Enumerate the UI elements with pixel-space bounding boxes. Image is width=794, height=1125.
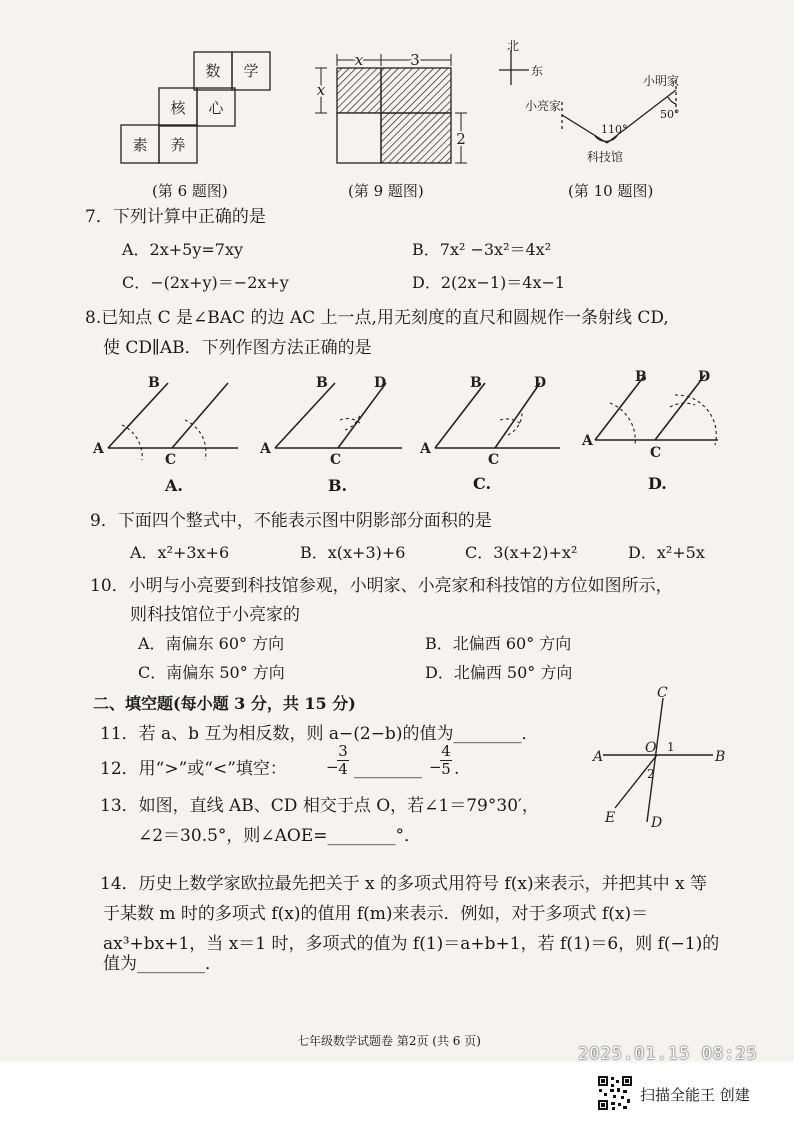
q12-frac2-den: 5 xyxy=(441,760,451,778)
fig8a-label-c: C xyxy=(165,452,177,465)
q9-option-b: B．x(x+3)+6 xyxy=(300,543,406,562)
q10-option-d: D．北偏西 50° 方向 xyxy=(425,663,573,682)
museum-label: 科技馆 xyxy=(587,150,624,164)
q12-prefix: 12．用“>”或“<”填空： xyxy=(100,759,287,779)
q9-option-c: C．3(x+2)+x² xyxy=(465,543,578,562)
q14-line3: ax³+bx+1，当 x＝1 时，多项式的值为 f(1)＝a+b+1，若 f(1)＝6，则 f(−1)的 xyxy=(103,934,720,954)
fig9-area-diagram xyxy=(305,48,475,170)
scanner-brand: 扫描全能王 创建 xyxy=(640,1086,750,1104)
q14-line4: 值为________． xyxy=(103,954,222,974)
q8-option-b: B. xyxy=(328,476,348,495)
point-e-label: E xyxy=(605,810,616,826)
q7-option-d: D．2(2x−1)＝4x−1 xyxy=(412,273,566,292)
shaded-rect-top xyxy=(381,68,451,113)
q9-stem: 9．下面四个整式中，不能表示图中阴影部分面积的是 xyxy=(90,511,492,531)
fig8a-label-a: A xyxy=(93,441,104,457)
q13-intersecting-lines-figure xyxy=(585,680,735,830)
q7-stem: 7．下列计算中正确的是 xyxy=(85,207,266,227)
q14-line1: 14．历史上数学家欧拉最先把关于 x 的多项式用符号 f(x)来表示，并把其中 x 等 xyxy=(100,874,707,894)
fig8d-label-a: A xyxy=(582,433,593,449)
shaded-square xyxy=(337,68,381,113)
q14-line2: 于某数 m 时的多项式 f(x)的值用 f(m)来表示．例如，对于多项式 f(x)＝ xyxy=(103,904,649,924)
fig8b-label-d: D xyxy=(374,375,387,391)
qr-code-icon[interactable] xyxy=(597,1075,633,1111)
angle-2-label: 2 xyxy=(647,767,655,781)
dim-2: 2 xyxy=(456,130,466,148)
xiaoming-label: 小明家 xyxy=(643,74,680,88)
net-char: 心 xyxy=(208,99,224,117)
east-label: 东 xyxy=(531,64,544,78)
fig9-caption: (第 9 题图) xyxy=(348,182,424,200)
net-char: 学 xyxy=(243,62,259,80)
line-cd xyxy=(647,698,663,822)
q9-option-a: A．x²+3x+6 xyxy=(130,543,230,562)
page-footer: 七年级数学试题卷 第2页 (共 6 页) xyxy=(297,1034,481,1048)
dim-3: 3 xyxy=(410,51,420,69)
q12-fraction-2: − 4 5 xyxy=(429,742,451,778)
fig8d-label-d: D xyxy=(698,369,711,385)
q8-line1: 8.已知点 C 是∠BAC 的边 AC 上一点,用无刻度的直尺和圆规作一条射线 CD, xyxy=(85,308,669,328)
scan-timestamp: 2025.01.15 08:25 xyxy=(578,1044,758,1064)
fig8b-label-c: C xyxy=(330,452,342,465)
q13-line2: ∠2＝30.5°，则∠AOE=________°． xyxy=(138,826,422,846)
fig8c-label-a: A xyxy=(420,441,431,457)
net-char: 养 xyxy=(170,136,186,154)
angle-110-label: 110° xyxy=(601,123,628,136)
fig8a-label-b: B xyxy=(148,375,160,391)
dim-x-top: x xyxy=(354,51,364,69)
q8-construction-figures xyxy=(90,365,740,465)
fig10-caption: (第 10 题图) xyxy=(568,182,654,200)
q10-option-a: A．南偏东 60° 方向 xyxy=(138,634,285,653)
xiaoliang-label: 小亮家 xyxy=(525,99,562,113)
fig6-caption: (第 6 题图) xyxy=(152,182,228,200)
q7-option-a: A．2x+5y=7xy xyxy=(122,240,244,259)
fig10-direction-map xyxy=(495,40,705,175)
point-d-label: D xyxy=(651,815,663,830)
q8-option-c: C. xyxy=(473,474,492,493)
point-o-label: O xyxy=(645,740,657,756)
net-char: 核 xyxy=(170,99,186,117)
net-char: 素 xyxy=(132,136,148,154)
q10-line2: 则科技馆位于小亮家的 xyxy=(130,605,300,625)
net-char: 数 xyxy=(205,62,221,80)
q10-line1: 10．小明与小亮要到科技馆参观，小明家、小亮家和科技馆的方位如图所示， xyxy=(90,576,673,596)
fig8b-label-b: B xyxy=(316,375,328,391)
q12-frac2-num: 4 xyxy=(441,742,451,760)
q12-fraction-1: − 3 4 xyxy=(326,742,348,778)
q7-option-c: C．−(2x+y)＝−2x+y xyxy=(122,273,289,292)
point-a-label: A xyxy=(593,749,604,765)
angle-50-label: 50° xyxy=(660,108,680,121)
q12-frac1-den: 4 xyxy=(338,760,348,778)
q13-line1: 13．如图，直线 AB、CD 相交于点 O，若∠1＝79°30′， xyxy=(100,796,539,816)
section-title: 二、填空题(每小题 3 分，共 15 分) xyxy=(93,694,356,713)
fig8c-label-d: D xyxy=(534,375,547,391)
q8-line2: 使 CD∥AB．下列作图方法正确的是 xyxy=(103,338,372,358)
q12-period: . xyxy=(454,759,460,779)
q12-frac1-num: 3 xyxy=(338,742,348,760)
q11-text: 11．若 a、b 互为相反数，则 a−(2−b)的值为________． xyxy=(100,724,539,744)
fig8c-label-b: B xyxy=(470,375,482,391)
fig8d-label-c: C xyxy=(650,445,662,461)
point-b-label: B xyxy=(715,749,726,765)
fig8d-label-b: B xyxy=(635,369,647,385)
fig6-cube-net xyxy=(115,50,275,168)
q7-option-b: B．7x² −3x²＝4x² xyxy=(412,240,552,259)
q12-blank: ________ xyxy=(354,759,422,779)
blank-rect xyxy=(337,113,381,163)
fig8b-label-a: A xyxy=(260,441,271,457)
dim-x-left: x xyxy=(316,81,326,99)
point-c-label: C xyxy=(657,685,668,701)
shaded-rect-bottom xyxy=(381,113,451,163)
q8-option-a: A. xyxy=(165,476,183,495)
q8-option-d: D. xyxy=(648,474,667,493)
angle-1-label: 1 xyxy=(667,740,675,754)
ray-oe xyxy=(615,755,657,808)
q10-option-b: B．北偏西 60° 方向 xyxy=(425,634,572,653)
q9-option-d: D．x²+5x xyxy=(628,543,705,562)
fig8c-label-c: C xyxy=(488,452,500,465)
q10-option-c: C．南偏东 50° 方向 xyxy=(138,663,285,682)
north-label: 北 xyxy=(507,40,520,53)
